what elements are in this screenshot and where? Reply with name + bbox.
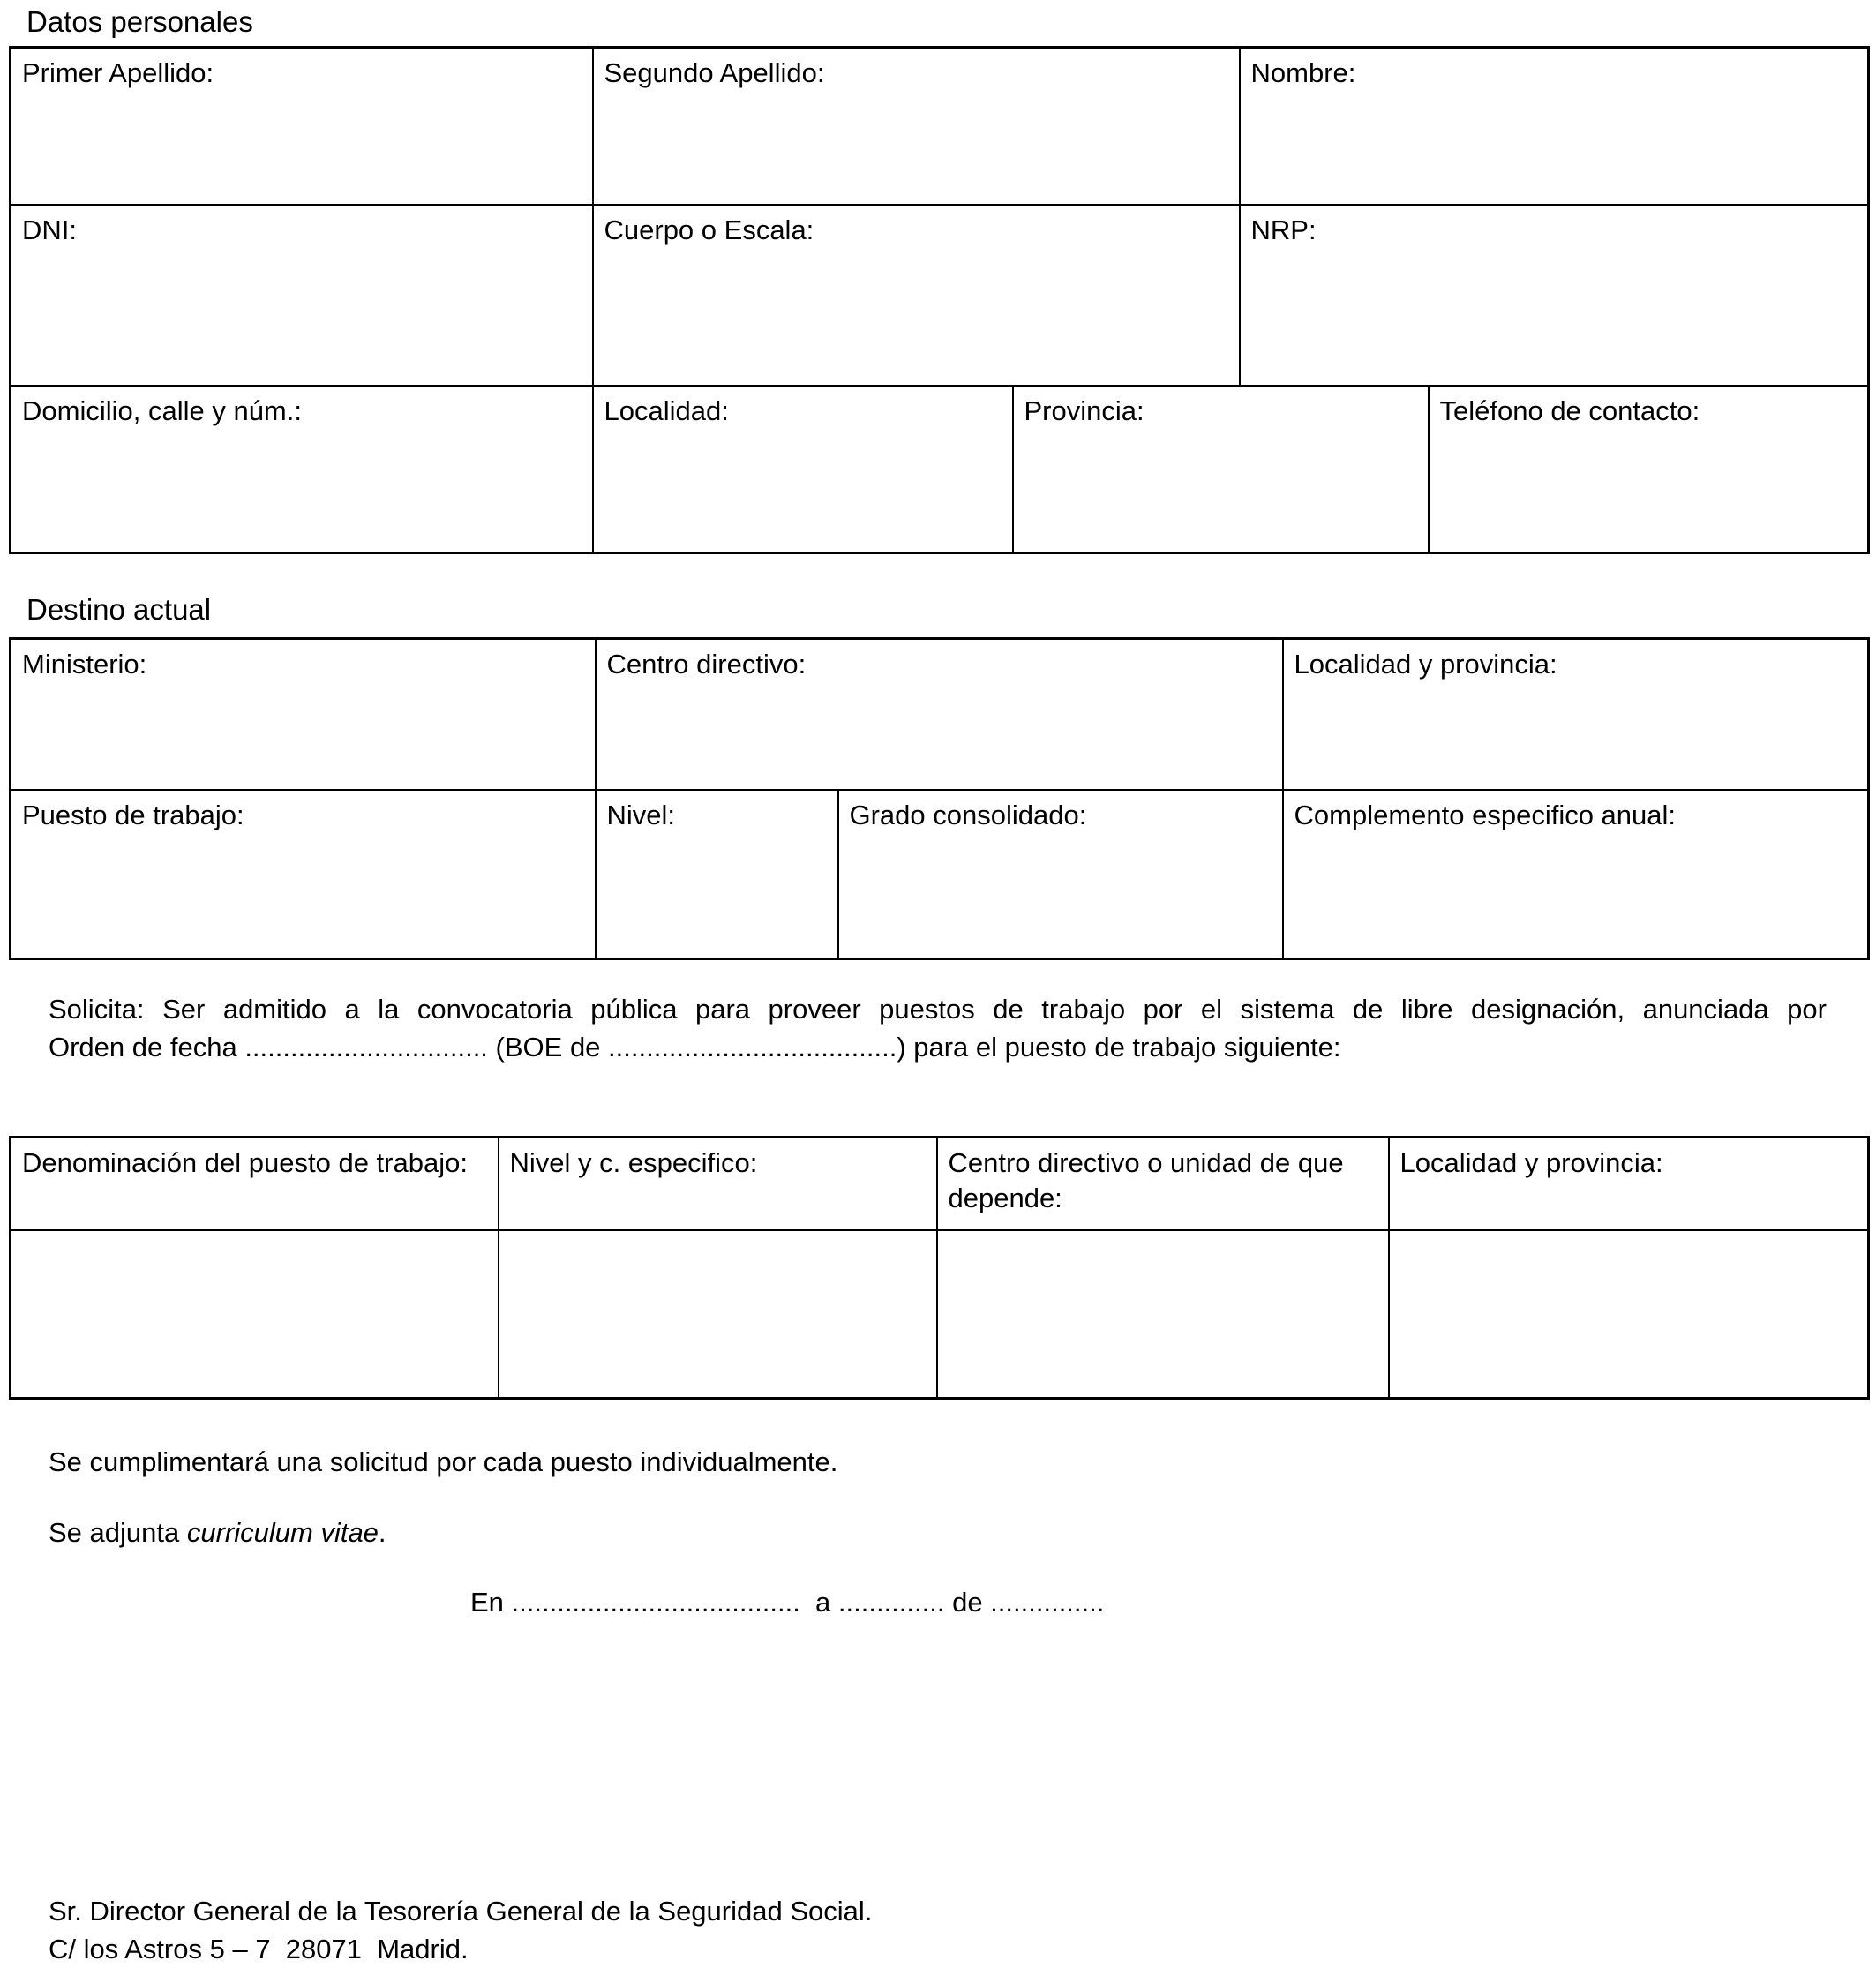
- note-curriculum-italic: curriculum vitae: [186, 1517, 379, 1548]
- column-header-localidad-provincia: Localidad y provincia:: [1399, 1147, 1663, 1178]
- section-title-datos-personales: Datos personales: [26, 5, 253, 38]
- header-cell-nivel-c-especifico: [499, 1138, 937, 1230]
- cell-nombre: [1240, 48, 1869, 205]
- note-una-solicitud: Se cumplimentará una solicitud por cada puesto individualmente.: [49, 1446, 838, 1477]
- field-label-centro-directivo: Centro directivo:: [606, 649, 807, 680]
- footer-address: [49, 1892, 1827, 1968]
- field-label-nombre: Nombre:: [1250, 57, 1356, 88]
- table-row: [11, 1230, 1869, 1399]
- field-label-domicilio: Domicilio, calle y núm.:: [22, 394, 302, 426]
- datos-personales-table: [9, 46, 1870, 554]
- solicita-paragraph: [49, 990, 1827, 1066]
- field-label-cuerpo-escala: Cuerpo o Escala:: [604, 214, 814, 245]
- destino-actual-table: [9, 637, 1870, 960]
- field-label-primer-apellido: Primer Apellido:: [22, 57, 214, 88]
- table-row: [11, 48, 1869, 205]
- cell-dni: [11, 205, 593, 386]
- column-header-centro-unidad: Centro directivo o unidad de que depende:: [948, 1147, 1344, 1213]
- table-row: [11, 205, 1869, 386]
- cell-provincia: [1013, 386, 1429, 553]
- empty-cell-nivel-c-especifico: [499, 1230, 937, 1399]
- section-title-destino-actual: Destino actual: [26, 593, 212, 626]
- field-label-complemento-especifico: Complemento especifico anual:: [1294, 799, 1677, 830]
- cell-puesto-trabajo: [11, 790, 596, 959]
- header-cell-centro-unidad: [937, 1138, 1389, 1230]
- cell-localidad-provincia: [1283, 639, 1869, 790]
- note-curriculum-prefix: Se adjunta: [49, 1517, 187, 1548]
- field-label-telefono: Teléfono de contacto:: [1439, 394, 1700, 426]
- note-curriculum-suffix: .: [378, 1517, 386, 1548]
- footer-recipient-line: Sr. Director General de la Tesorería General de la Seguridad Social.: [49, 1896, 873, 1927]
- puesto-solicitado-table: [9, 1136, 1870, 1400]
- field-label-provincia: Provincia:: [1024, 394, 1144, 426]
- cell-centro-directivo: [596, 639, 1283, 790]
- date-fill-line: En ...................................... a .............. de ...............: [470, 1587, 1105, 1618]
- empty-cell-centro-unidad: [937, 1230, 1389, 1399]
- cell-localidad: [593, 386, 1013, 553]
- note-curriculum: [49, 1514, 1827, 1551]
- table-row: [11, 790, 1869, 959]
- empty-cell-localidad-provincia: [1389, 1230, 1869, 1399]
- field-label-ministerio: Ministerio:: [22, 649, 147, 680]
- field-label-localidad: Localidad:: [604, 394, 729, 426]
- header-cell-denominacion: [11, 1138, 499, 1230]
- cell-ministerio: [11, 639, 596, 790]
- column-header-nivel-c-especifico: Nivel y c. especifico:: [509, 1147, 758, 1178]
- field-label-puesto-trabajo: Puesto de trabajo:: [22, 799, 244, 830]
- field-label-nivel: Nivel:: [606, 799, 676, 830]
- table-header-row: [11, 1138, 1869, 1230]
- solicita-line2: Orden de fecha ................................ (BOE de ......................................) para el puesto de trabajo siguiente:: [49, 1032, 1341, 1063]
- table-row: [11, 639, 1869, 790]
- cell-grado-consolidado: [838, 790, 1283, 959]
- table-row: [11, 386, 1869, 553]
- solicita-line1: Solicita: Ser admitido a la convocatoria pública para proveer puestos de trabajo por el sistema de libre designación, anunciada por: [49, 994, 1827, 1025]
- field-label-localidad-provincia: Localidad y provincia:: [1294, 649, 1557, 680]
- cell-domicilio: [11, 386, 593, 553]
- field-label-nrp: NRP:: [1250, 214, 1317, 245]
- empty-cell-denominacion: [11, 1230, 499, 1399]
- field-label-dni: DNI:: [22, 214, 77, 245]
- cell-nrp: [1240, 205, 1869, 386]
- field-label-grado-consolidado: Grado consolidado:: [849, 799, 1087, 830]
- header-cell-localidad-provincia: [1389, 1138, 1869, 1230]
- cell-nivel: [596, 790, 838, 959]
- cell-cuerpo-escala: [593, 205, 1240, 386]
- cell-telefono: [1429, 386, 1869, 553]
- column-header-denominacion: Denominación del puesto de trabajo:: [22, 1147, 468, 1178]
- cell-segundo-apellido: [593, 48, 1240, 205]
- cell-primer-apellido: [11, 48, 593, 205]
- footer-street-line: C/ los Astros 5 – 7 28071 Madrid.: [49, 1934, 469, 1964]
- field-label-segundo-apellido: Segundo Apellido:: [604, 57, 825, 88]
- cell-complemento-especifico: [1283, 790, 1869, 959]
